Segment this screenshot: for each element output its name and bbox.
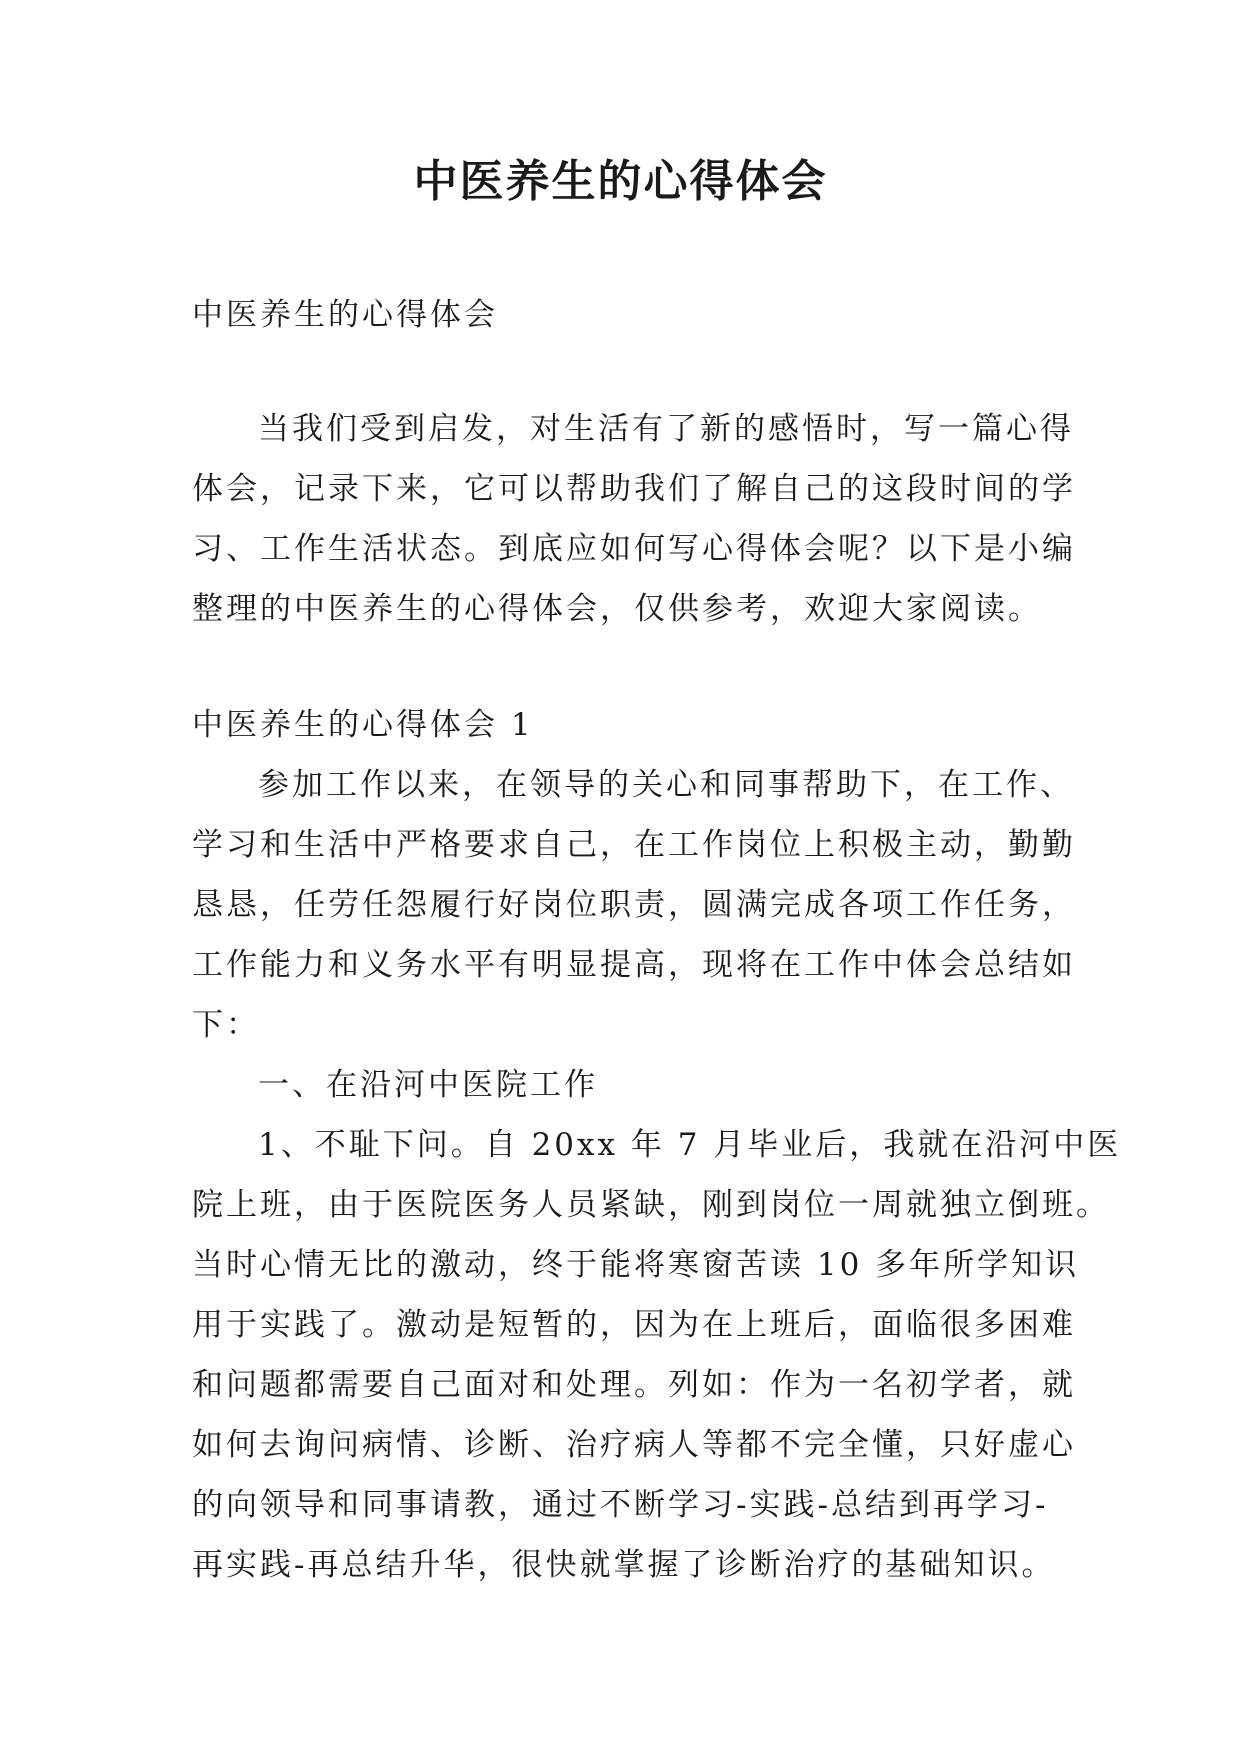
body-line-1: 参加工作以来，在领导的关心和同事帮助下，在工作、 (258, 767, 1074, 803)
body-line-7: 院上班，由于医院医务人员紧缺，刚到岗位一周就独立倒班。 (192, 1187, 1110, 1223)
body-line-2: 学习和生活中严格要求自己，在工作岗位上积极主动，勤勤 (192, 827, 1076, 863)
body-line-13: 再实践-再总结升华，很快就掌握了诊断治疗的基础知识。 (192, 1547, 1056, 1583)
body-line-8: 当时心情无比的激动，终于能将寒窗苦读 10 多年所学知识 (192, 1247, 1080, 1283)
intro-line-4: 整理的中医养生的心得体会，仅供参考，欢迎大家阅读。 (192, 591, 1042, 627)
body-line-4: 工作能力和义务水平有明显提高，现将在工作中体会总结如 (192, 947, 1076, 983)
subsection-heading: 一、在沿河中医院工作 (258, 1067, 598, 1103)
subtitle-line: 中医养生的心得体会 (192, 297, 498, 333)
intro-line-3: 习、工作生活状态。到底应如何写心得体会呢？以下是小编 (192, 531, 1076, 567)
body-line-11: 如何去询问病情、诊断、治疗病人等都不完全懂，只好虚心 (192, 1427, 1076, 1463)
section-heading-1: 中医养生的心得体会 1 (192, 707, 534, 743)
body-line-3: 恳恳，任劳任怨履行好岗位职责，圆满完成各项工作任务， (192, 887, 1076, 923)
body-line-6: 1、不耻下问。自 20xx 年 7 月毕业后，我就在沿河中医 (258, 1127, 1122, 1163)
body-line-12: 的向领导和同事请教，通过不断学习-实践-总结到再学习- (192, 1487, 1049, 1523)
body-line-10: 和问题都需要自己面对和处理。列如：作为一名初学者，就 (192, 1367, 1076, 1403)
body-line-5: 下： (192, 1007, 260, 1043)
document-title: 中医养生的心得体会 (413, 156, 828, 207)
body-line-9: 用于实践了。激动是短暂的，因为在上班后，面临很多困难 (192, 1307, 1076, 1343)
intro-line-2: 体会，记录下来，它可以帮助我们了解自己的这段时间的学 (192, 471, 1076, 507)
intro-line-1: 当我们受到启发，对生活有了新的感悟时，写一篇心得 (258, 411, 1074, 447)
